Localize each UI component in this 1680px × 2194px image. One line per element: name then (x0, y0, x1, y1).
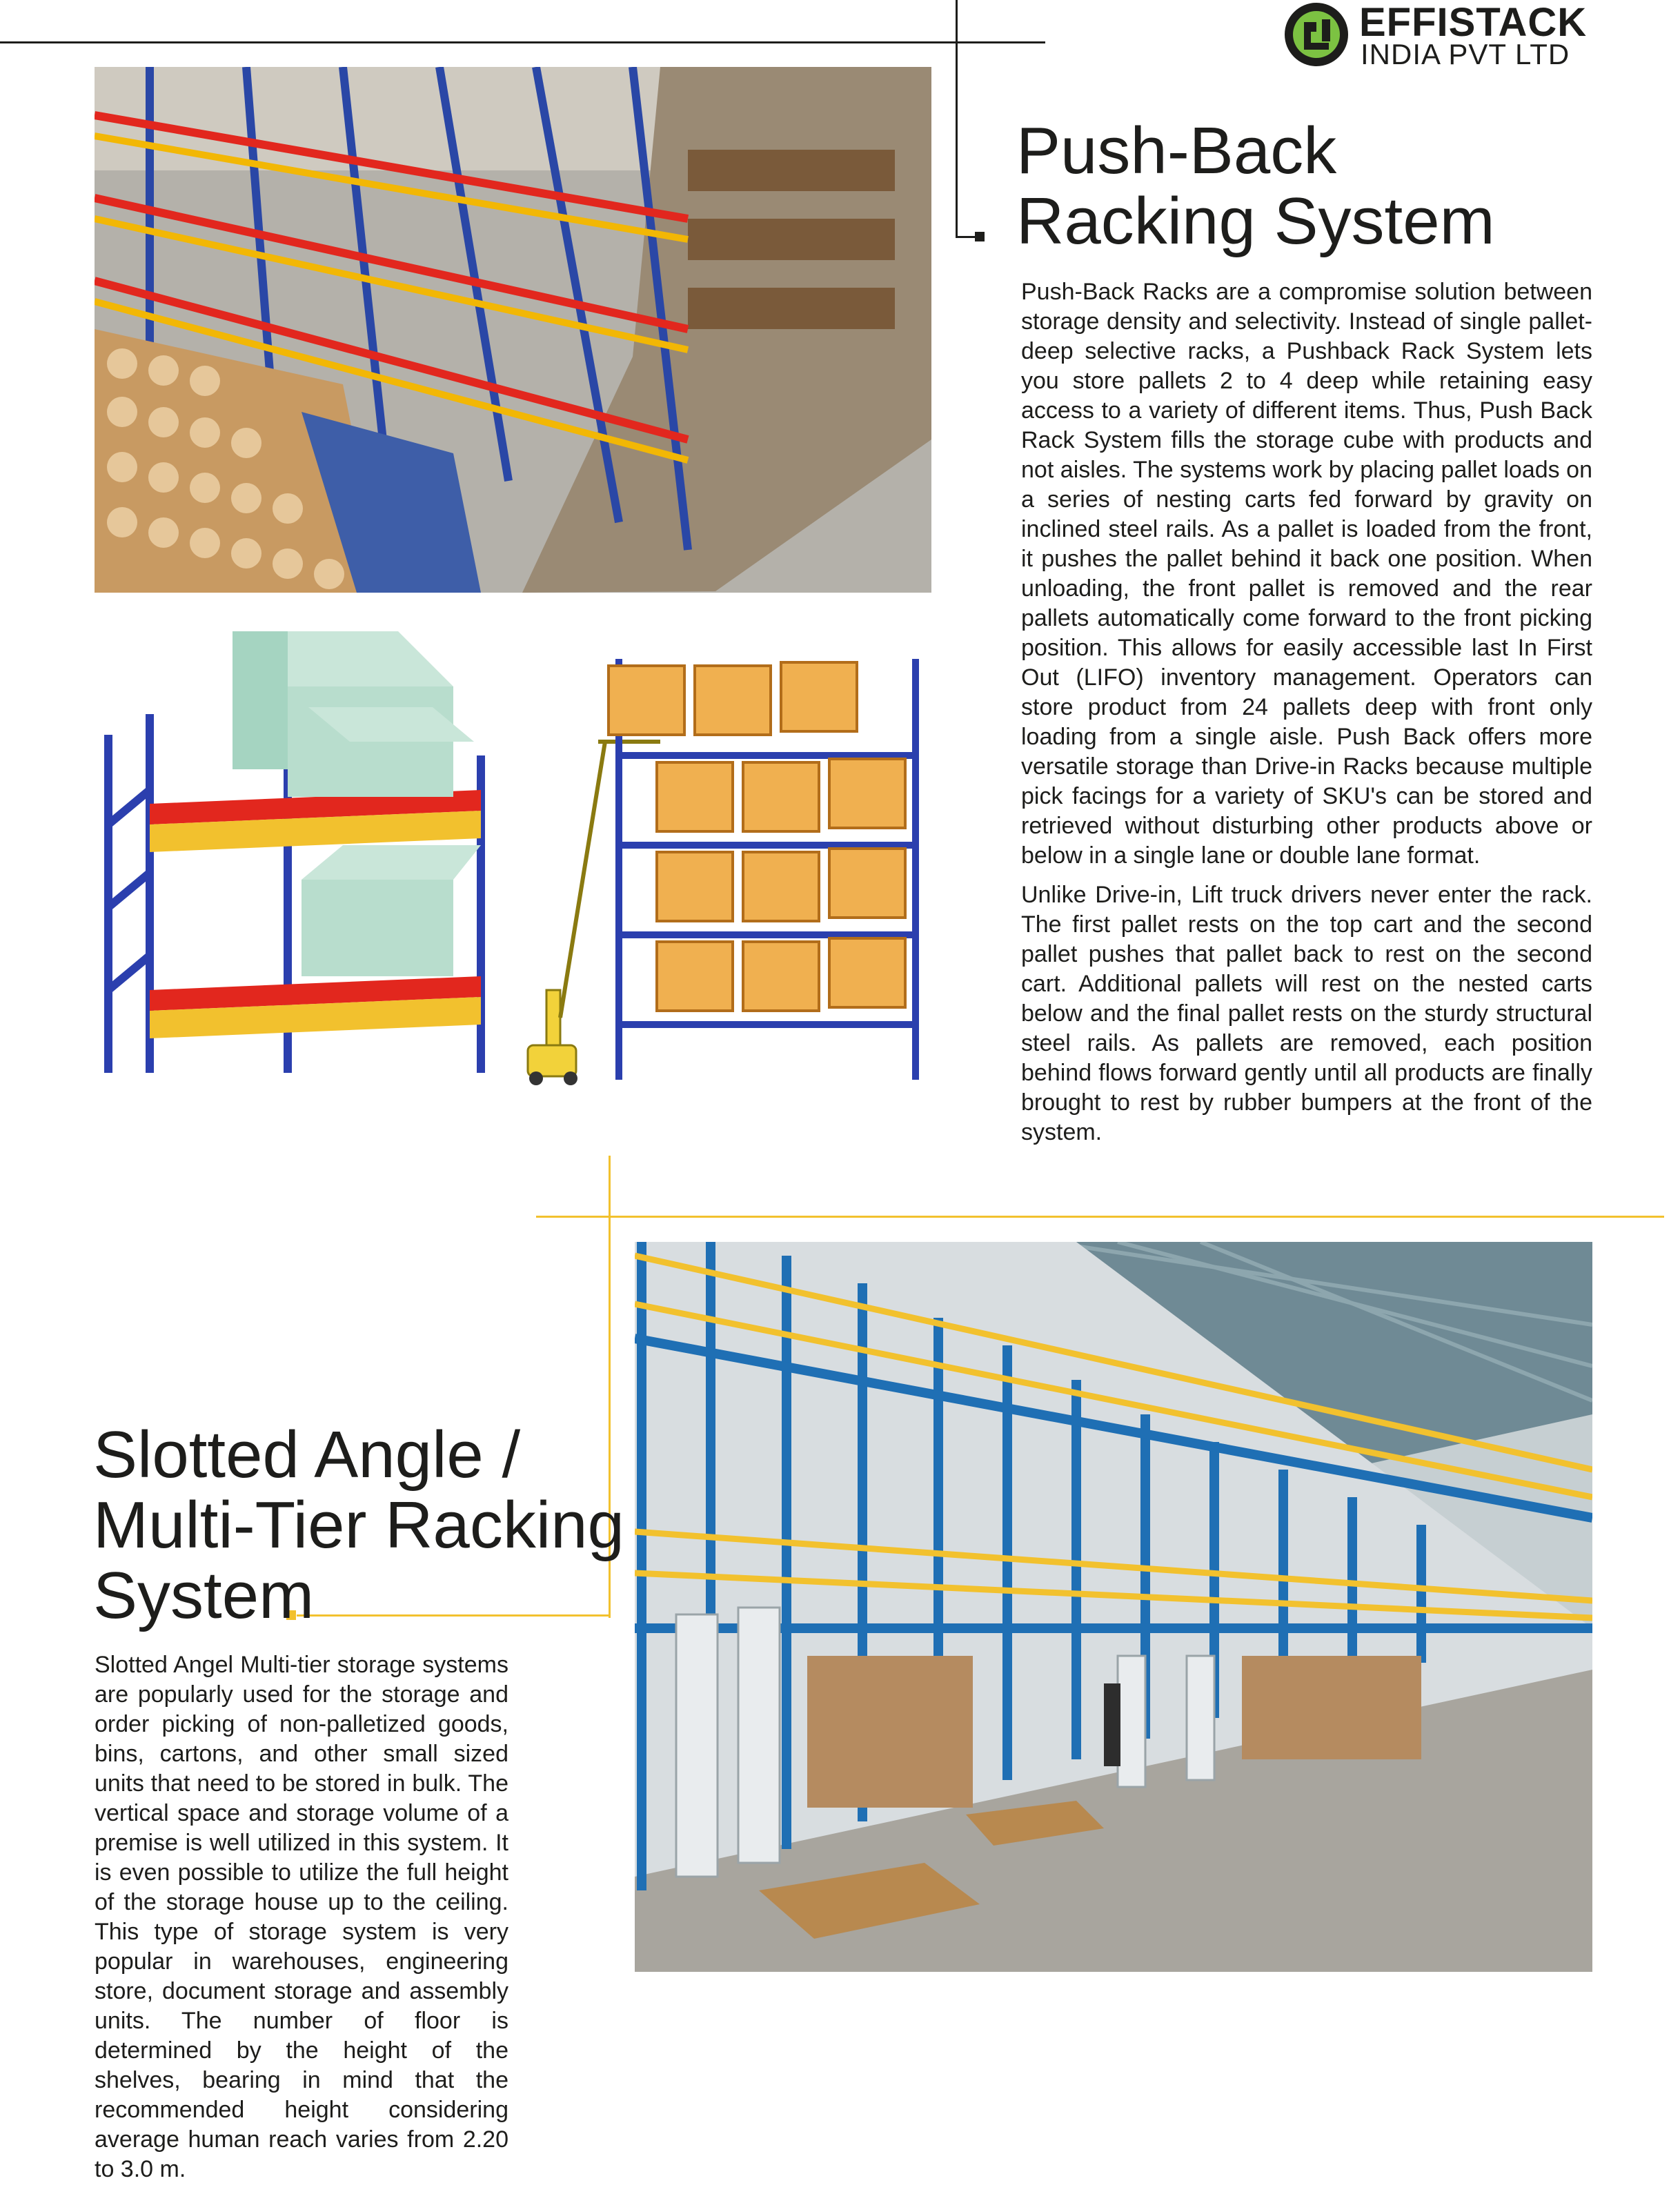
pushback-title-line2: Racking System (1016, 184, 1495, 258)
multi-tier-warehouse-photo (635, 1242, 1592, 1972)
pushback-title-line1: Push-Back (1016, 114, 1337, 188)
slotted-title-line1: Slotted Angle / (93, 1418, 521, 1492)
logo-subtitle: INDIA PVT LTD (1361, 38, 1570, 70)
slotted-title-line3: System (93, 1559, 315, 1632)
slotted-paragraph: Slotted Angel Multi-tier storage systems are popularly used for the storage and order picking of non-palletized goods, bins, cartons, and other small sized units that need to be stored in bulk. The vertical space and storage volume of a premise is well utilized in this system. It is even possible to utilize the full height of the storage house up to the ceiling. This type of storage system is very popular in warehouses, engineering store, document storage and assembly units. The number of floor is determined by the height of the shelves, bearing in mind that the recommended height considering average human reach varies from 2.20 to 3.0 m. (95, 1652, 508, 2182)
pushback-diagram-illustration (95, 617, 931, 1090)
pushback-warehouse-photo (95, 67, 931, 593)
slotted-title-line2: Multi-Tier Racking (93, 1488, 624, 1562)
pushback-paragraph-2: Unlike Drive-in, Lift truck drivers never enter the rack. The first pallet rests on the top cart and the second pallet pushes that pallet back to rest on the second cart. Additional pallets will rest on the nested carts below and the final pallet rests on the sturdy structural steel rails. As pallets are removed, each position behind flows forward gently until all products are finally brought to rest by rubber bumpers at the front of the system. (1021, 882, 1592, 1145)
top-rule (0, 41, 1045, 43)
pushback-description (1021, 277, 1592, 1157)
company-logo (1283, 1, 1594, 68)
logo-mark-icon (1283, 1, 1350, 68)
slotted-description (95, 1650, 508, 2194)
top-vertical-rule (956, 0, 958, 238)
title-bullet-dark (975, 232, 985, 241)
slotted-title-underline (297, 1614, 611, 1617)
pushback-paragraph-1: Push-Back Racks are a compromise solution between storage density and selectivity. Instead of single pallet-deep selective racks, a Pushback Rack System lets you store pallets 2 to 4 deep while retaining easy access to a variety of different items. Thus, Push Back Rack System fills the storage cube with products and not aisles. The systems work by placing pallet loads on a series of nesting carts fed forward by gravity on inclined steel rails. As a pallet is loaded from the front, it pushes the pallet behind it back one position. When unloading, the front pallet is removed and the rear pallets automatically come forward to the front picking position. This allows for easily accessible last In First Out (LIFO) inventory management. Operators can store product from 24 pallets deep with front only loading from a single aisle. Push Back offers more versatile storage than Drive-in Racks because multiple pick facings for a variety of SKU's can be stored and retrieved without disturbing other products above or below in a single lane or double lane format. (1021, 279, 1592, 869)
logo-name: EFFISTACK (1359, 0, 1588, 45)
mid-rule (536, 1216, 1664, 1218)
